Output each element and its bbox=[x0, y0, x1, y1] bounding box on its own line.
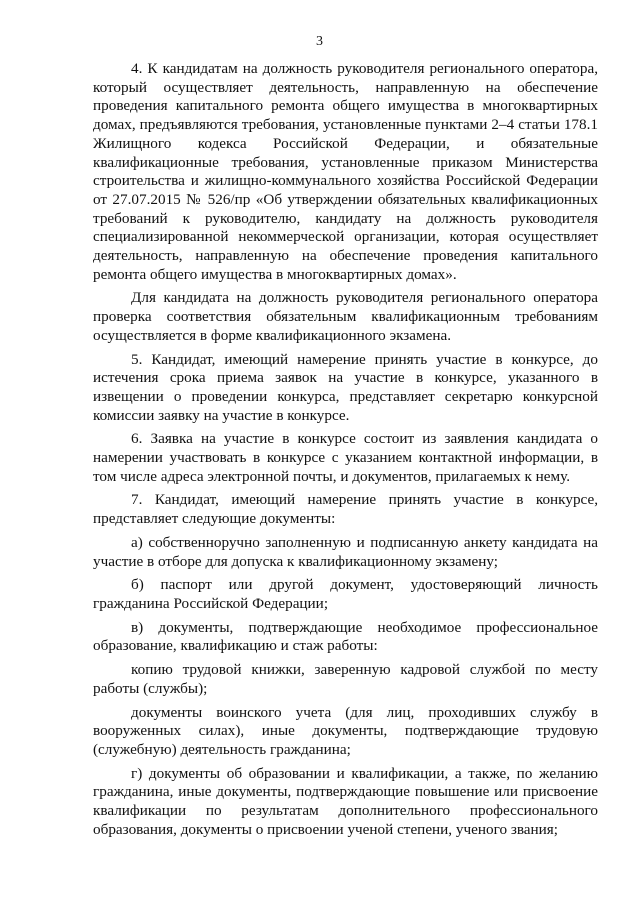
list-item-v: в) документы, подтверждающие необходимое профессиональное образование, квалификацию и стаж работы: bbox=[93, 618, 598, 655]
list-item-b: б) паспорт или другой документ, удостоверяющий личность гражданина Российской Федерации; bbox=[93, 576, 598, 612]
document-body bbox=[93, 60, 598, 844]
paragraph-7: 7. Кандидат, имеющий намерение принять участие в конкурсе, представляет следующие документы: bbox=[93, 491, 598, 528]
sub-item-labor-book: копию трудовой книжки, заверенную кадровой службой по месту работы (службы); bbox=[93, 661, 598, 697]
sub-item-military-docs: документы воинского учета (для лиц, проходивших службу в вооруженных силах), иные документы, подтверждающие трудовую (служебную) деятельность гражданина; bbox=[93, 703, 598, 758]
list-item-g: г) документы об образовании и квалификации, а также, по желанию гражданина, иные документы, подтверждающие повышение или присвоение квалификации по результатам дополнительного профессионального образования, документы о присвоении ученой степени, ученого звания; bbox=[93, 764, 598, 838]
paragraph-5: 5. Кандидат, имеющий намерение принять участие в конкурсе, до истечения срока приема заявок на участие в конкурсе, указанного в извещении о проведении конкурса, представляет секретарю конкурсной комиссии заявку на участие в конкурсе. bbox=[93, 350, 598, 424]
page-number: 3 bbox=[316, 34, 323, 49]
paragraph-6: 6. Заявка на участие в конкурсе состоит из заявления кандидата о намерении участвовать в конкурсе с указанием контактной информации, в том числе адреса электронной почты, и документов, прилагаемых к нему. bbox=[93, 430, 598, 485]
paragraph-4: 4. К кандидатам на должность руководителя регионального оператора, который осуществляет деятельность, направленную на обеспечение проведения капитального ремонта общего имущества в многоквартирных домах, предъявляются требования, установленные пунктами 2–4 статьи 178.1 Жилищного кодекса Российской Федерации, и обязательные квалификационные требования, установленные приказом Министерства строительства и жилищно-коммунального хозяйства Российской Федерации от 27.07.2015 № 526/пр «Об утверждении обязательных квалификационных требований к руководителю, кандидату на должность руководителя специализированной некоммерческой организации, которая осуществляет деятельность, направленную на обеспечение проведения капитального ремонта общего имущества в многоквартирных домах». bbox=[93, 60, 598, 283]
list-item-a: а) собственноручно заполненную и подписанную анкету кандидата на участие в отборе для допуска к квалификационному экзамену; bbox=[93, 533, 598, 570]
paragraph-exam: Для кандидата на должность руководителя регионального оператора проверка соответствия обязательным квалификационным требованиям осуществляется в форме квалификационного экзамена. bbox=[93, 289, 598, 344]
